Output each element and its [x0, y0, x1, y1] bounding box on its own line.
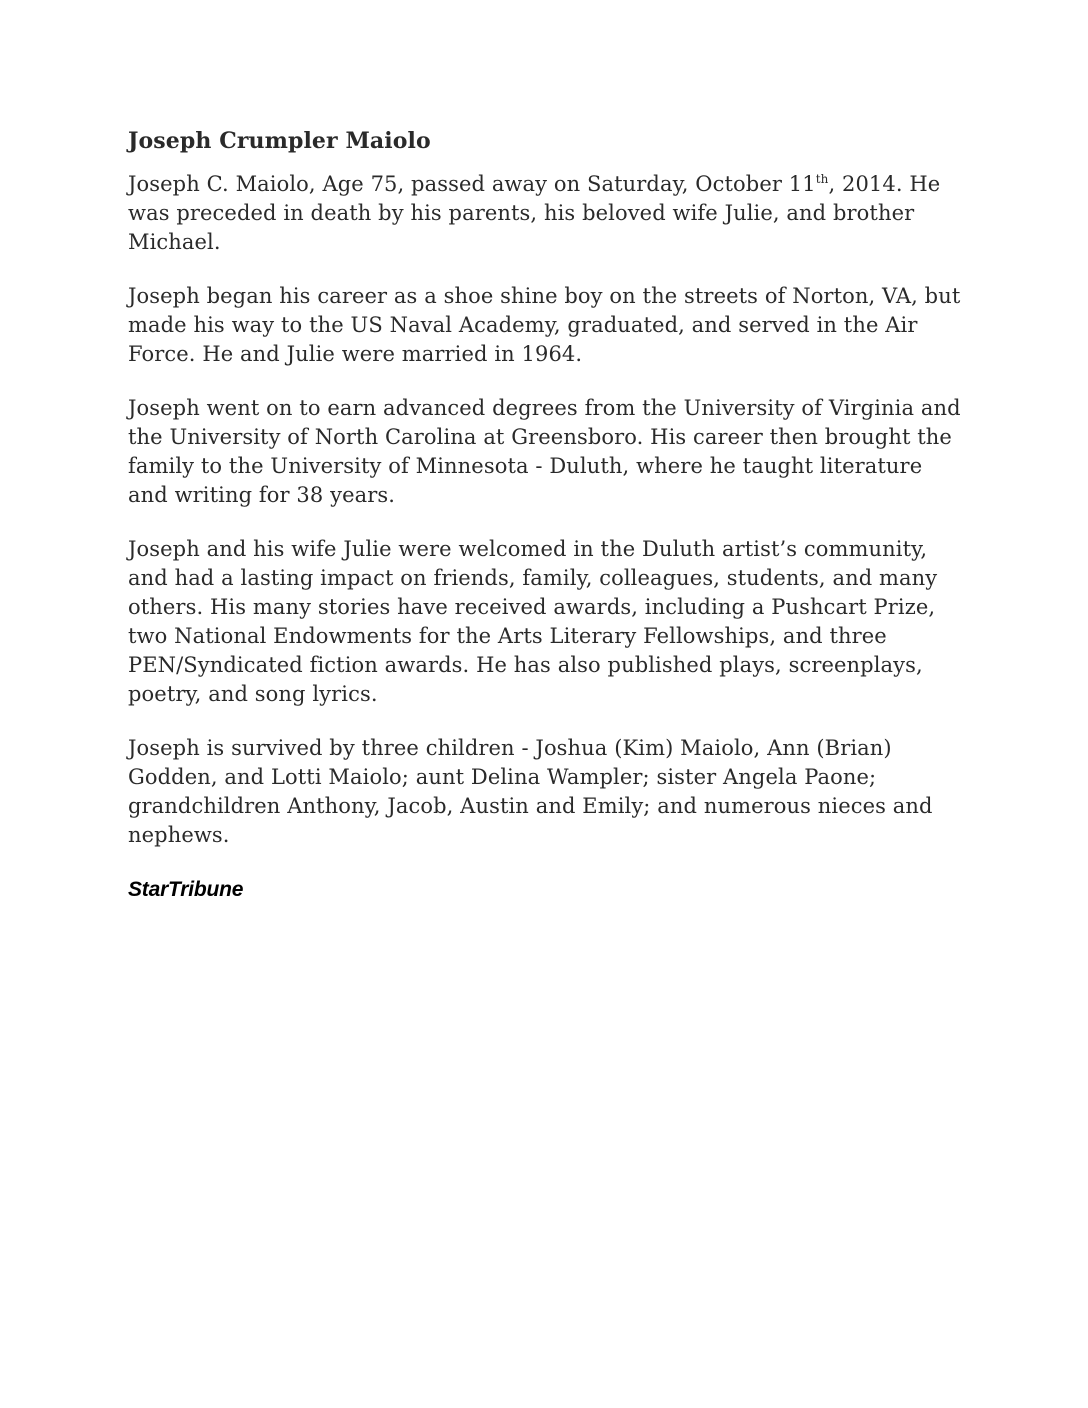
paragraph-community-awards: Joseph and his wife Julie were welcomed in the Duluth artist’s community, and had a lasting impact on friends, family, colleagues, students, and many others. His many stories have received awards, including a Pushcart Prize, two National Endowments for the Arts Literary Fellowships, and three PEN/Syndicated fiction awards. He has also published plays, screenplays, poetry, and song lyrics.: [128, 537, 938, 706]
paragraph-survivors: Joseph is survived by three children - Joshua (Kim) Maiolo, Ann (Brian) Godden, and Lotti Maiolo; aunt Delina Wampler; sister Angela Paone; grandchildren Anthony, Jacob, Austin and Emily; and numerous nieces and nephews.: [128, 736, 933, 847]
death-notice-text-start: Joseph C. Maiolo, Age 75, passed away on Saturday, October 11: [128, 172, 816, 196]
obituary-document: [128, 126, 968, 905]
death-notice-text-end: , 2014. He was preceded in death by his parents, his beloved wife Julie, and brother Michael.: [128, 172, 941, 254]
document-title: Joseph Crumpler Maiolo: [128, 128, 431, 154]
paragraph-career-beginning: Joseph began his career as a shoe shine boy on the streets of Norton, VA, but made his way to the US Naval Academy, graduated, and served in the Air Force. He and Julie were married in 1964.: [128, 284, 961, 366]
paragraph-education: Joseph went on to earn advanced degrees from the University of Virginia and the University of North Carolina at Greensboro. His career then brought the family to the University of Minnesota - Duluth, where he taught literature and writing for 38 years.: [128, 396, 961, 507]
startribune-logo: StarTribune: [128, 878, 244, 901]
ordinal-suffix: th: [815, 172, 829, 186]
paragraph-death-notice: [128, 170, 968, 257]
